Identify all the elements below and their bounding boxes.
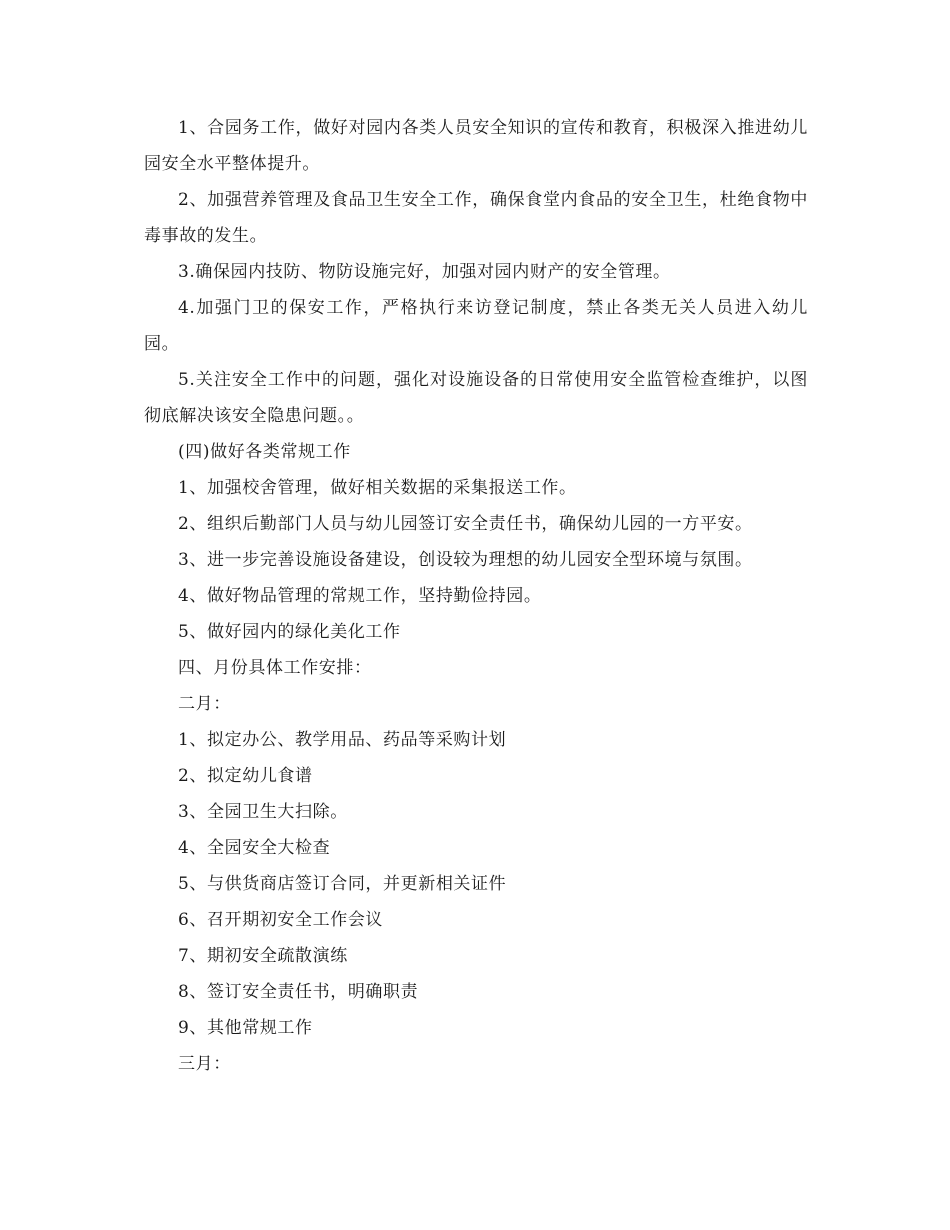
- feb-item-6: 6、召开期初安全工作会议: [178, 910, 384, 930]
- feb-item-9: 9、其他常规工作: [178, 1018, 313, 1038]
- feb-item-3: 3、全园卫生大扫除。: [178, 802, 348, 822]
- section-heading-monthly: 四、月份具体工作安排：: [178, 658, 372, 678]
- paragraph-3: 3.确保园内技防、物防设施完好，加强对园内财产的安全管理。: [178, 262, 671, 282]
- document-page: [144, 110, 808, 1082]
- paragraph-1: 1、合园务工作，做好对园内各类人员安全知识的宣传和教育，积极深入推进幼儿园安全水平整体提升。: [144, 118, 808, 174]
- feb-item-2: 2、拟定幼儿食谱: [178, 766, 313, 786]
- month-heading-feb: 二月：: [178, 694, 231, 714]
- feb-item-8: 8、签订安全责任书，明确职责: [178, 982, 419, 1002]
- paragraph-11: 5、做好园内的绿化美化工作: [178, 622, 401, 642]
- feb-item-5: 5、与供货商店签订合同，并更新相关证件: [178, 874, 507, 894]
- paragraph-4: 4.加强门卫的保安工作，严格执行来访登记制度，禁止各类无关人员进入幼儿园。: [144, 298, 808, 354]
- paragraph-5: 5.关注安全工作中的问题，强化对设施设备的日常使用安全监管检查维护，以图彻底解决该安全隐患问题。。: [144, 370, 808, 426]
- paragraph-7: 1、加强校舍管理，做好相关数据的采集报送工作。: [178, 478, 577, 498]
- section-heading-4: (四)做好各类常规工作: [178, 442, 351, 462]
- feb-item-4: 4、全园安全大检查: [178, 838, 331, 858]
- feb-item-1: 1、拟定办公、教学用品、药品等采购计划: [178, 730, 507, 750]
- paragraph-2: 2、加强营养管理及食品卫生安全工作，确保食堂内食品的安全卫生，杜绝食物中毒事故的发生。: [144, 190, 808, 246]
- paragraph-9: 3、进一步完善设施设备建设，创设较为理想的幼儿园安全型环境与氛围。: [178, 550, 753, 570]
- month-heading-mar: 三月：: [178, 1054, 231, 1074]
- paragraph-10: 4、做好物品管理的常规工作，坚持勤俭持园。: [178, 586, 542, 606]
- feb-item-7: 7、期初安全疏散演练: [178, 946, 348, 966]
- paragraph-8: 2、组织后勤部门人员与幼儿园签订安全责任书，确保幼儿园的一方平安。: [178, 514, 753, 534]
